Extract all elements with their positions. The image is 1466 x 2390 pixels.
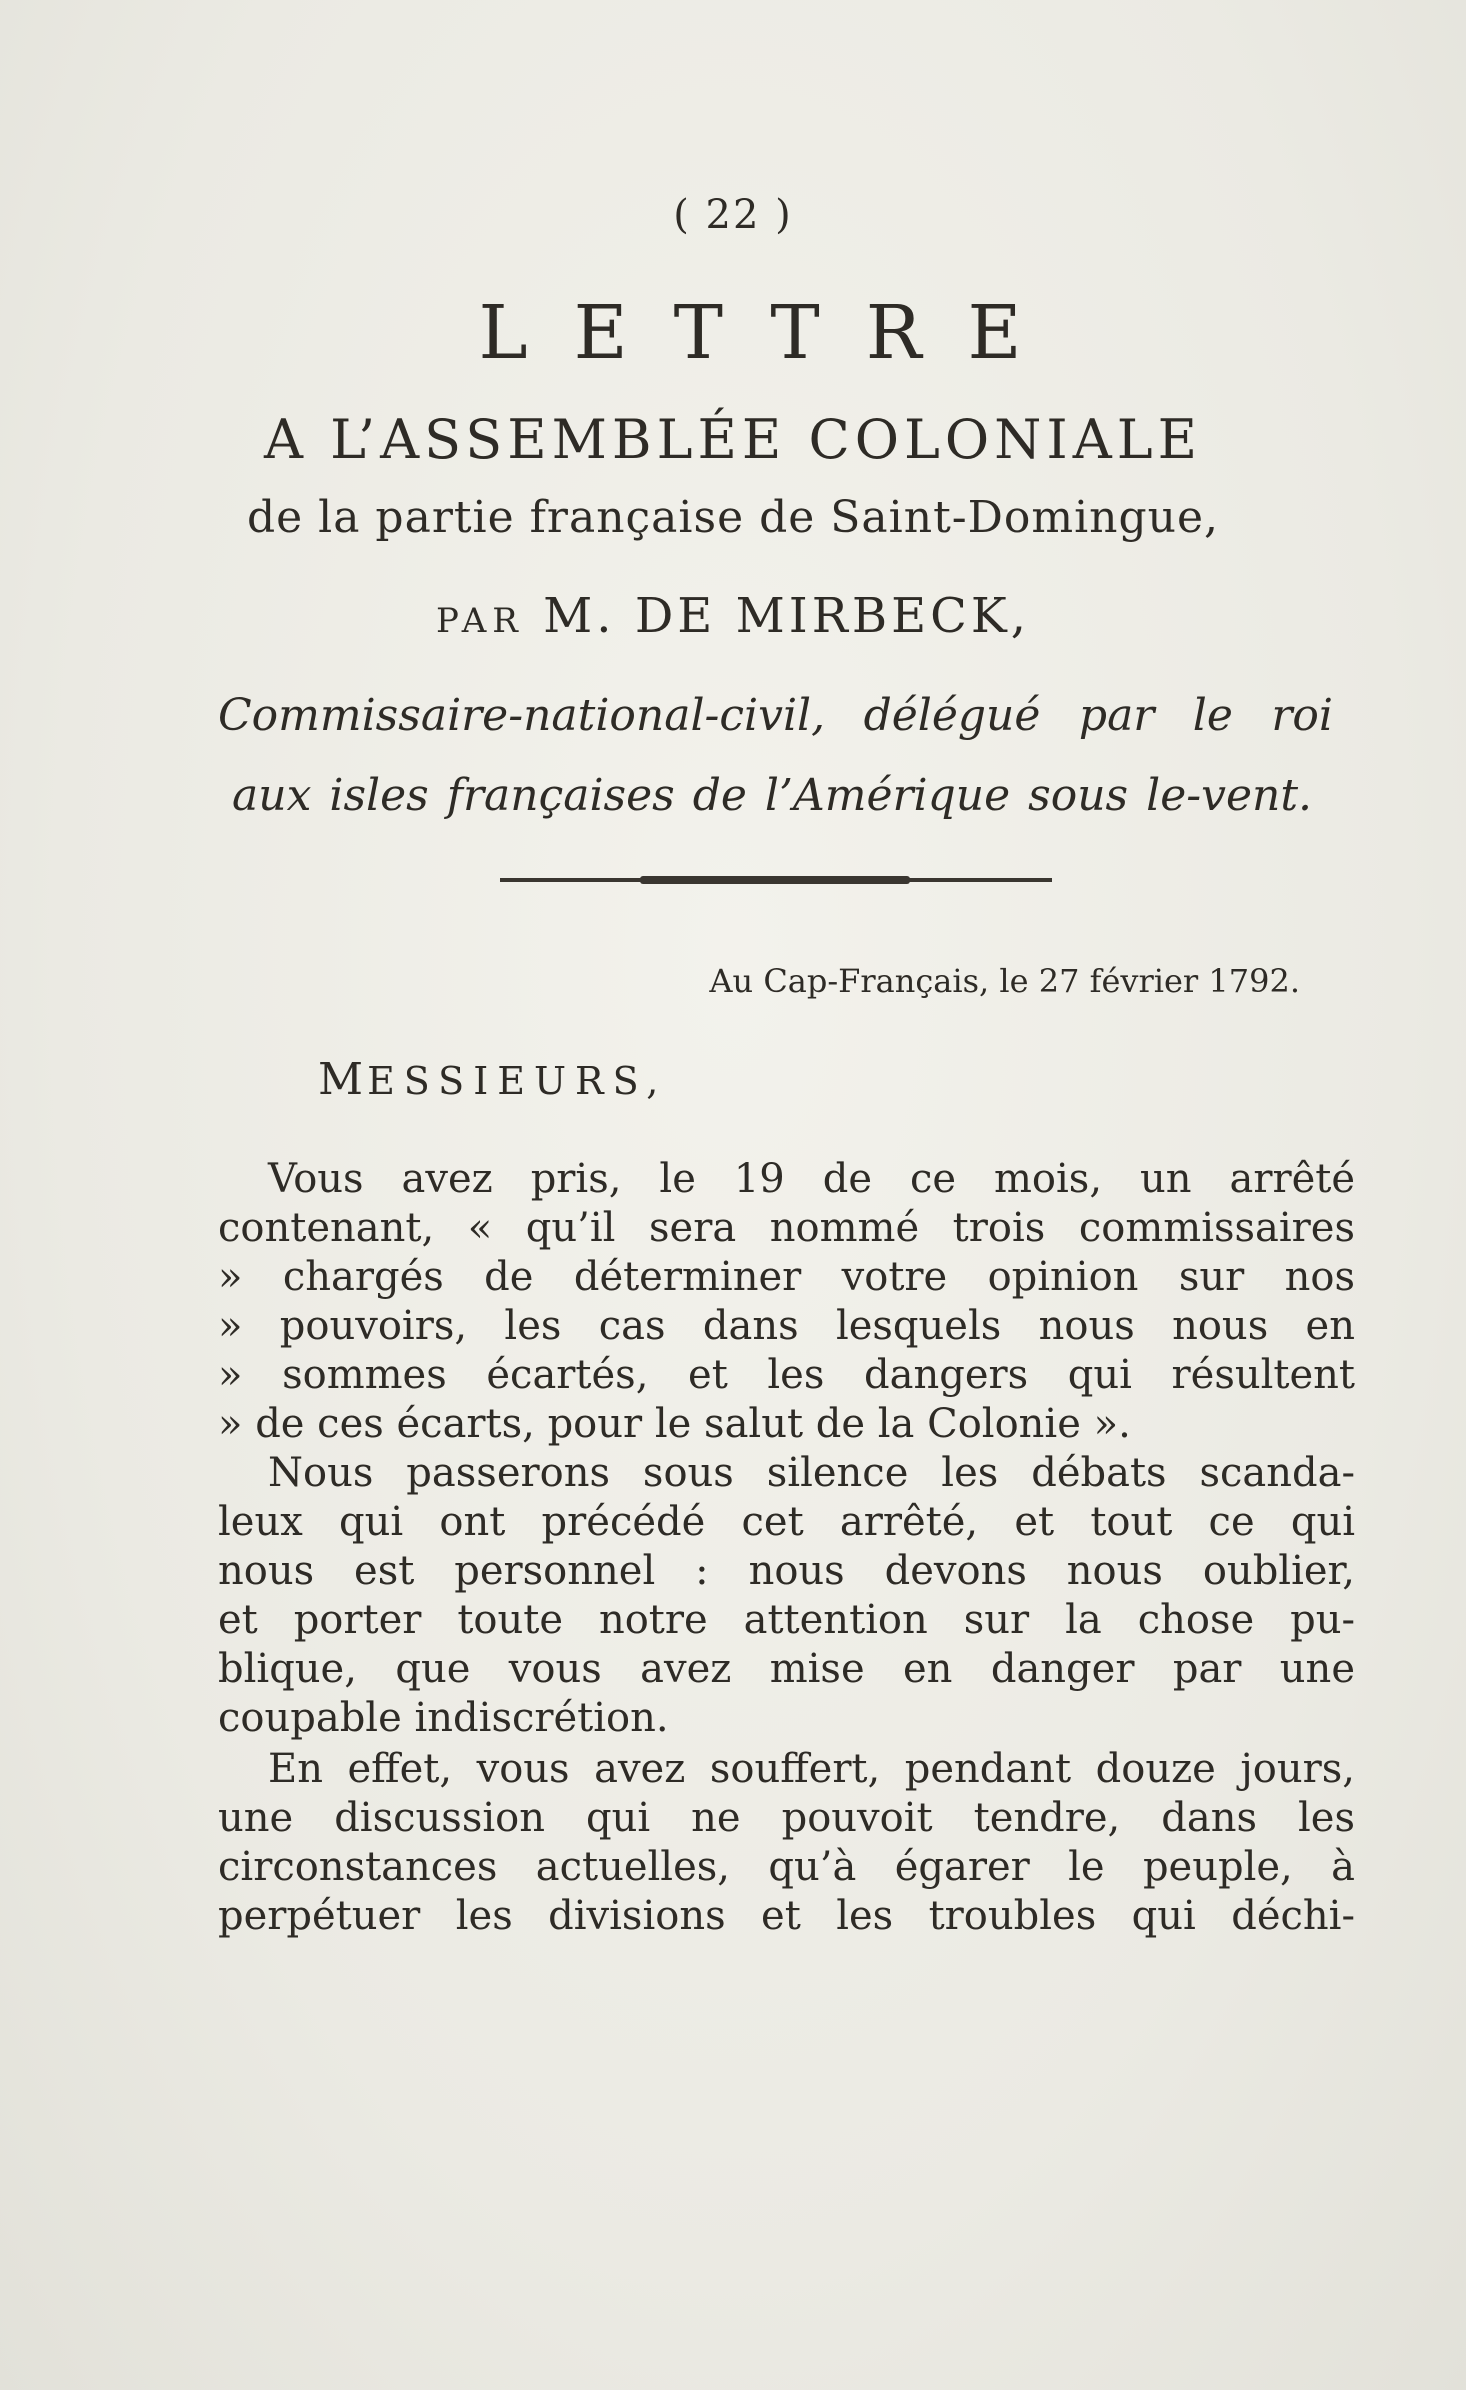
salutation-rest: ESSIEURS, — [367, 1059, 668, 1103]
addressee-subheading: de la partie française de Saint-Domingue, — [246, 492, 1220, 543]
text-line: » de ces écarts, pour le salut de la Colonie ». — [218, 1401, 1131, 1447]
dateline: Au Cap-Français, le 27 février 1792. — [709, 962, 1300, 1000]
paragraph-3 — [218, 1745, 1355, 1941]
author-line — [0, 588, 1466, 644]
text-line: une discussion qui ne pouvoit tendre, dans les — [218, 1795, 1355, 1841]
text-line: » sommes écartés, et les dangers qui résultent — [218, 1352, 1355, 1398]
text-line: leux qui ont précédé cet arrêté, et tout ce qui — [218, 1499, 1355, 1545]
author-prefix: PAR — [435, 601, 524, 641]
text-line: Nous passerons sous silence les débats scanda- — [268, 1450, 1355, 1496]
text-line: blique, que vous avez mise en danger par une — [218, 1646, 1355, 1692]
text-line: et porter toute notre attention sur la chose pu- — [218, 1597, 1355, 1643]
paragraph-1 — [218, 1155, 1355, 1449]
author-role-line-1: Commissaire-national-civil, délégué par le roi — [218, 690, 1333, 741]
text-line: nous est personnel : nous devons nous oublier, — [218, 1548, 1355, 1594]
author-name: M. DE MIRBECK, — [543, 588, 1031, 644]
page-number: ( 22 ) — [673, 192, 793, 238]
document-title: LETTRE — [478, 290, 1068, 376]
author-role-line-2: aux isles françaises de l’Amérique sous le-vent. — [232, 770, 1312, 821]
text-line: perpétuer les divisions et les troubles qui déchi- — [218, 1893, 1355, 1939]
paragraph-2 — [218, 1449, 1355, 1743]
text-line: » chargés de déterminer votre opinion sur nos — [218, 1254, 1355, 1300]
text-line: contenant, « qu’il sera nommé trois commissaires — [218, 1205, 1355, 1251]
ornamental-divider — [500, 878, 1052, 882]
salutation — [318, 1054, 918, 1105]
text-line: circonstances actuelles, qu’à égarer le peuple, à — [218, 1844, 1355, 1890]
text-line: coupable indiscrétion. — [218, 1695, 669, 1741]
text-line: » pouvoirs, les cas dans lesquels nous nous en — [218, 1303, 1355, 1349]
text-line: Vous avez pris, le 19 de ce mois, un arrêté — [268, 1156, 1355, 1202]
salutation-initial: M — [318, 1054, 368, 1105]
text-line: En effet, vous avez souffert, pendant douze jours, — [268, 1746, 1355, 1792]
addressee-heading: A L’ASSEMBLÉE COLONIALE — [263, 408, 1203, 471]
